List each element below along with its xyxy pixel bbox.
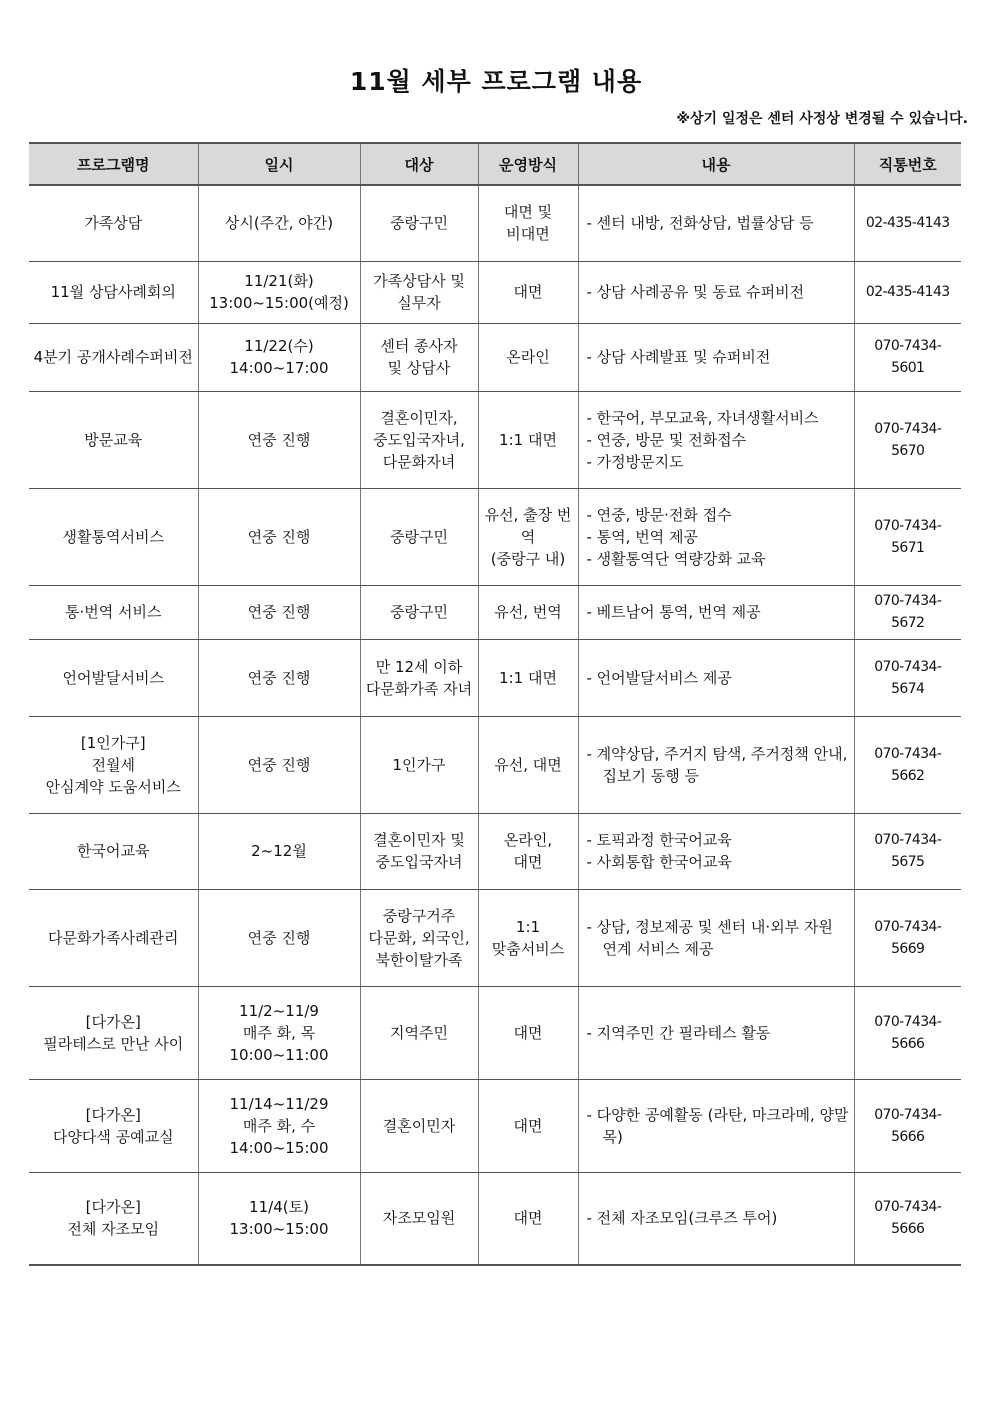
content-item: - 한국어, 부모교육, 자녀생활서비스 [586, 408, 819, 427]
program-name-cell: [1인가구] 전월세 안심계약 도움서비스 [29, 716, 198, 813]
phone-cell: 02-435-4143 [854, 261, 961, 323]
table-row [29, 185, 961, 261]
target-cell: 중랑구거주 다문화, 외국인, 북한이탈가족 [360, 889, 478, 986]
program-name-cell: 11월 상담사례회의 [29, 261, 198, 323]
target-cell: 중랑구민 [360, 488, 478, 585]
column-header-target: 대상 [360, 143, 478, 185]
phone-cell: 070-7434-5666 [854, 1172, 961, 1265]
target-cell: 가족상담사 및 실무자 [360, 261, 478, 323]
content-item: - 연중, 방문·전화 접수 [586, 505, 732, 524]
phone-cell: 070-7434-5671 [854, 488, 961, 585]
content-cell [578, 391, 854, 488]
content-item: - 사회통합 한국어교육 [586, 853, 732, 871]
content-item: - 지역주민 간 필라테스 활동 [586, 1023, 771, 1042]
content-cell [578, 585, 854, 639]
date-cell: 2~12월 [198, 813, 360, 889]
method-cell: 대면 [478, 1079, 578, 1172]
target-cell: 지역주민 [360, 986, 478, 1079]
content-cell [578, 986, 854, 1079]
program-name-cell: 다문화가족사례관리 [29, 889, 198, 986]
content-item: - 계약상담, 주거지 탐색, 주거정책 안내, 집보기 동행 등 [586, 744, 848, 785]
date-cell: 연중 진행 [198, 889, 360, 986]
method-cell: 1:1 대면 [478, 639, 578, 716]
method-cell: 유선, 출장 번역 (중랑구 내) [478, 488, 578, 585]
content-cell [578, 639, 854, 716]
table-row [29, 488, 961, 585]
content-item: - 생활통역단 역량강화 교육 [586, 549, 766, 568]
method-cell: 1:1 대면 [478, 391, 578, 488]
program-name-cell: [다가온] 다양다색 공예교실 [29, 1079, 198, 1172]
content-list [587, 667, 850, 689]
phone-cell: 070-7434-5672 [854, 585, 961, 639]
program-name-cell: 방문교육 [29, 391, 198, 488]
table-row [29, 261, 961, 323]
content-item: - 전체 자조모임(크루즈 투어) [586, 1209, 778, 1228]
phone-cell: 070-7434-5666 [854, 986, 961, 1079]
date-cell: 연중 진행 [198, 391, 360, 488]
content-cell [578, 488, 854, 585]
content-item: - 상담, 정보제공 및 센터 내·외부 자원 연계 서비스 제공 [586, 917, 833, 958]
date-cell: 상시(주간, 야간) [198, 185, 360, 261]
table-body [29, 185, 961, 1265]
phone-cell: 070-7434-5675 [854, 813, 961, 889]
content-item: - 베트남어 통역, 번역 제공 [586, 603, 761, 621]
content-list [587, 1022, 850, 1044]
date-cell: 11/2~11/9 매주 화, 목 10:00~11:00 [198, 986, 360, 1079]
method-cell: 유선, 대면 [478, 716, 578, 813]
column-header-method: 운영방식 [478, 143, 578, 185]
method-cell: 1:1 맞춤서비스 [478, 889, 578, 986]
target-cell: 결혼이민자 및 중도입국자녀 [360, 813, 478, 889]
content-item: - 연중, 방문 및 전화접수 [586, 430, 747, 449]
table-row [29, 585, 961, 639]
content-item: - 상담 사례공유 및 동료 슈퍼비전 [586, 283, 805, 301]
program-name-cell: 통·번역 서비스 [29, 585, 198, 639]
content-item: - 센터 내방, 전화상담, 법률상담 등 [586, 214, 814, 233]
content-cell [578, 323, 854, 391]
content-cell [578, 716, 854, 813]
program-name-cell: 한국어교육 [29, 813, 198, 889]
program-name-cell: 생활통역서비스 [29, 488, 198, 585]
content-item: - 통역, 번역 제공 [586, 527, 698, 546]
program-name-cell: [다가온] 필라테스로 만난 사이 [29, 986, 198, 1079]
method-cell: 유선, 번역 [478, 585, 578, 639]
content-list [587, 1104, 850, 1148]
table-row [29, 323, 961, 391]
column-header-date: 일시 [198, 143, 360, 185]
target-cell: 결혼이민자 [360, 1079, 478, 1172]
target-cell: 중랑구민 [360, 585, 478, 639]
column-header-content: 내용 [578, 143, 854, 185]
phone-cell: 070-7434-5669 [854, 889, 961, 986]
phone-cell: 070-7434-5670 [854, 391, 961, 488]
date-cell: 11/22(수) 14:00~17:00 [198, 323, 360, 391]
date-cell: 11/21(화) 13:00~15:00(예정) [198, 261, 360, 323]
content-list [587, 601, 850, 623]
program-name-cell: 언어발달서비스 [29, 639, 198, 716]
table-row [29, 1172, 961, 1265]
phone-cell: 070-7434-5601 [854, 323, 961, 391]
date-cell: 11/14~11/29 매주 화, 수 14:00~15:00 [198, 1079, 360, 1172]
target-cell: 1인가구 [360, 716, 478, 813]
method-cell: 대면 [478, 986, 578, 1079]
content-item: - 토픽과정 한국어교육 [586, 831, 732, 849]
phone-cell: 070-7434-5662 [854, 716, 961, 813]
content-list [587, 829, 850, 873]
program-name-cell: [다가온] 전체 자조모임 [29, 1172, 198, 1265]
date-cell: 연중 진행 [198, 488, 360, 585]
page-title: 11월 세부 프로그램 내용 [349, 67, 643, 96]
phone-cell: 02-435-4143 [854, 185, 961, 261]
content-list [587, 281, 850, 303]
content-cell [578, 1079, 854, 1172]
target-cell: 결혼이민자, 중도입국자녀, 다문화자녀 [360, 391, 478, 488]
method-cell: 온라인 [478, 323, 578, 391]
date-cell: 연중 진행 [198, 639, 360, 716]
content-list [587, 346, 850, 368]
content-item: - 상담 사례발표 및 슈퍼비전 [586, 348, 771, 366]
method-cell: 대면 및 비대면 [478, 185, 578, 261]
date-cell: 연중 진행 [198, 716, 360, 813]
table-row [29, 813, 961, 889]
content-list [587, 407, 850, 473]
table-row [29, 1079, 961, 1172]
content-list [587, 1207, 850, 1229]
program-table [29, 142, 961, 1266]
method-cell: 대면 [478, 261, 578, 323]
table-row [29, 716, 961, 813]
content-item: - 다양한 공예활동 (라탄, 마크라메, 양말목) [586, 1105, 849, 1146]
table-row [29, 639, 961, 716]
target-cell: 만 12세 이하 다문화가족 자녀 [360, 639, 478, 716]
content-cell [578, 261, 854, 323]
content-cell [578, 889, 854, 986]
target-cell: 센터 종사자 및 상담사 [360, 323, 478, 391]
content-list [587, 504, 850, 570]
date-cell: 11/4(토) 13:00~15:00 [198, 1172, 360, 1265]
phone-cell: 070-7434-5666 [854, 1079, 961, 1172]
content-item: - 가정방문지도 [586, 452, 684, 471]
program-name-cell: 가족상담 [29, 185, 198, 261]
table-row [29, 986, 961, 1079]
content-list [587, 916, 850, 960]
table-row [29, 889, 961, 986]
schedule-change-notice: ※상기 일정은 센터 사정상 변경될 수 있습니다. [676, 111, 968, 127]
phone-cell: 070-7434-5674 [854, 639, 961, 716]
content-cell [578, 813, 854, 889]
content-item: - 언어발달서비스 제공 [586, 668, 732, 687]
target-cell: 중랑구민 [360, 185, 478, 261]
content-list [587, 743, 850, 787]
date-cell: 연중 진행 [198, 585, 360, 639]
table-row [29, 391, 961, 488]
method-cell: 온라인, 대면 [478, 813, 578, 889]
content-cell [578, 1172, 854, 1265]
target-cell: 자조모임원 [360, 1172, 478, 1265]
table-header-row [29, 143, 961, 185]
content-list [587, 212, 850, 234]
column-header-program-name: 프로그램명 [29, 143, 198, 185]
column-header-phone: 직통번호 [854, 143, 961, 185]
method-cell: 대면 [478, 1172, 578, 1265]
program-name-cell: 4분기 공개사례수퍼비전 [29, 323, 198, 391]
content-cell [578, 185, 854, 261]
